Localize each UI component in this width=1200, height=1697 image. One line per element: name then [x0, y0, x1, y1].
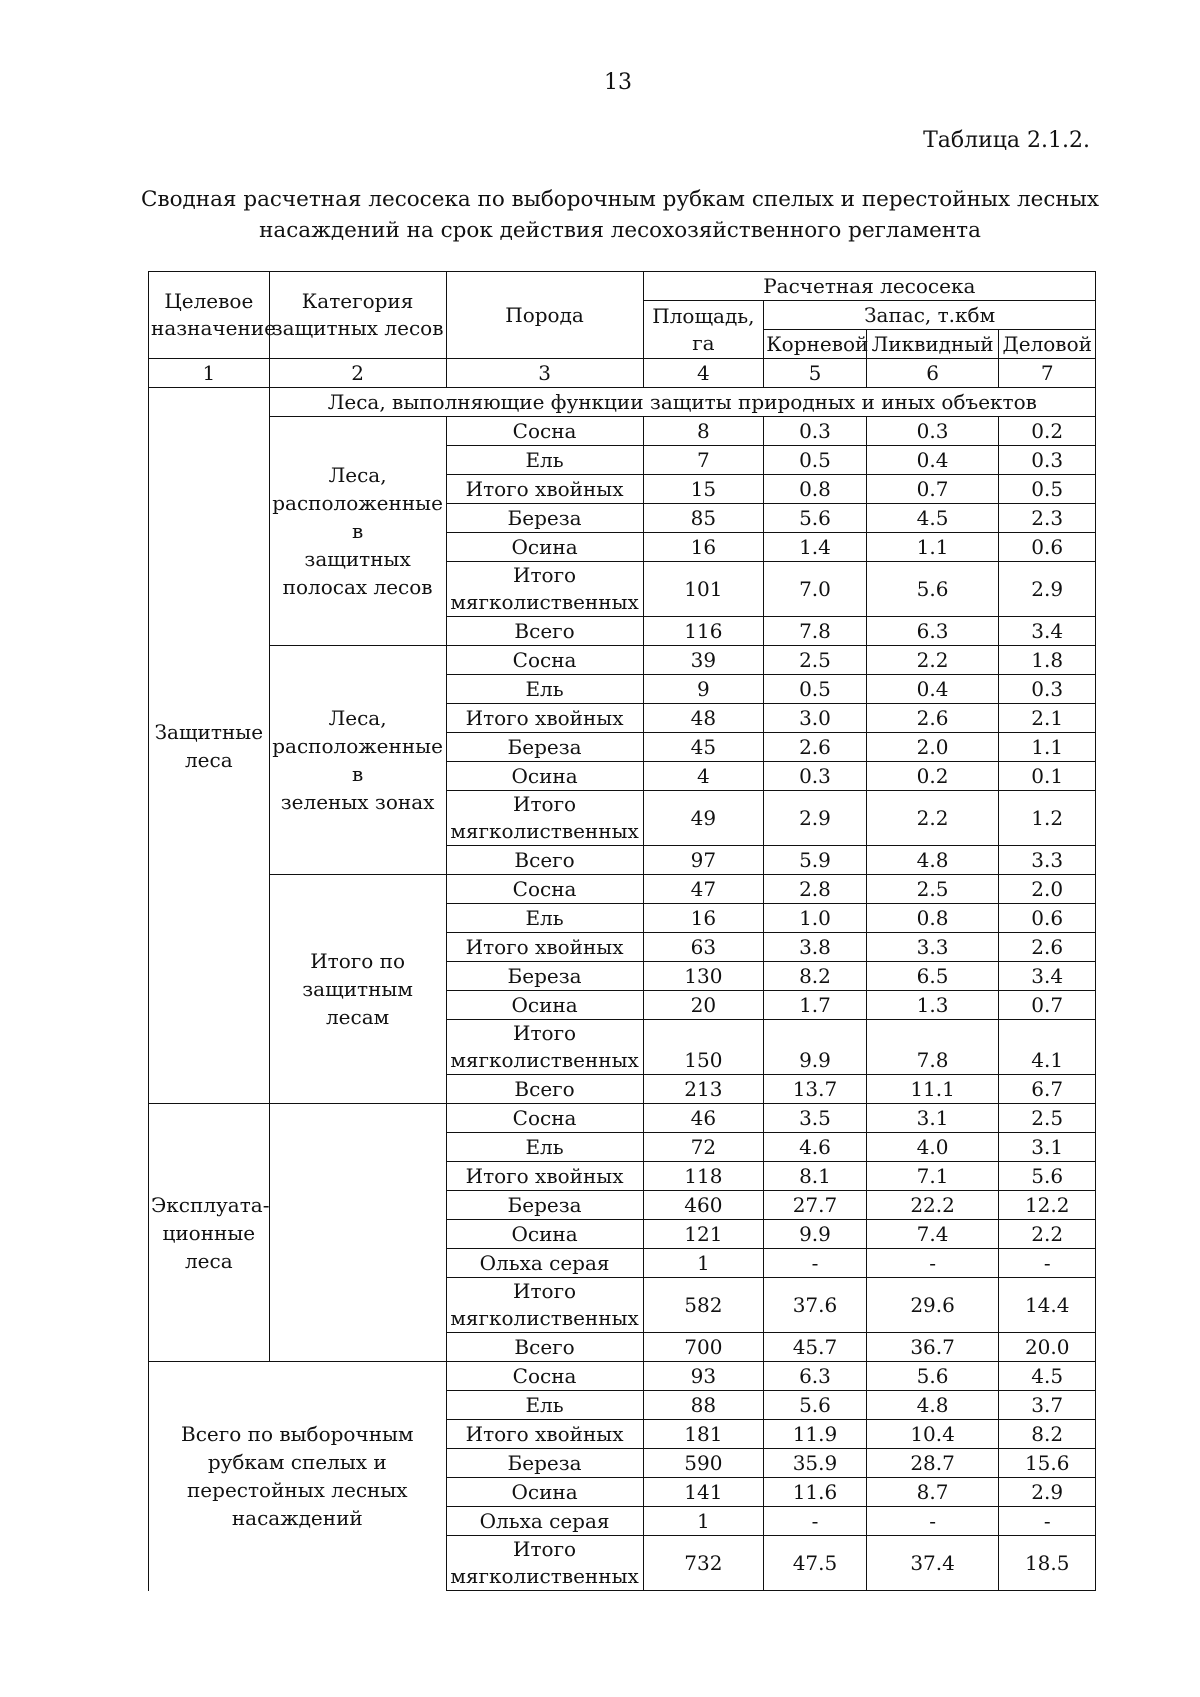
value-cell: 3.4	[999, 962, 1096, 991]
value-cell: 72	[643, 1133, 764, 1162]
purpose-label: леса	[184, 747, 233, 772]
value-cell: 18.5	[999, 1536, 1096, 1591]
value-cell: 1.1	[999, 733, 1096, 762]
species-cell: Ель	[446, 446, 643, 475]
value-cell: 2.0	[999, 875, 1096, 904]
species-label: Итого	[513, 1021, 577, 1045]
value-cell: 0.7	[866, 475, 999, 504]
value-cell: 460	[643, 1191, 764, 1220]
value-cell: 2.5	[866, 875, 999, 904]
value-cell: 2.1	[999, 704, 1096, 733]
col-header-area	[643, 301, 764, 359]
total-label: насаждений	[231, 1506, 363, 1531]
table-row	[149, 646, 1096, 675]
value-cell: 5.6	[866, 562, 999, 617]
species-cell: Всего	[446, 617, 643, 646]
purpose-cell	[149, 1104, 270, 1362]
species-label: мягколиственных	[450, 590, 639, 614]
value-cell: 12.2	[999, 1191, 1096, 1220]
value-cell: 1.7	[764, 991, 867, 1020]
value-cell: 0.8	[764, 475, 867, 504]
value-cell: -	[764, 1507, 867, 1536]
value-cell: 7	[643, 446, 764, 475]
header-text: назначение	[151, 316, 276, 340]
value-cell: 582	[643, 1278, 764, 1333]
value-cell: 0.4	[866, 446, 999, 475]
category-label: расположенные в	[272, 491, 443, 543]
value-cell: 48	[643, 704, 764, 733]
value-cell: 3.5	[764, 1104, 867, 1133]
category-cell	[269, 417, 446, 646]
value-cell: 0.3	[764, 417, 867, 446]
value-cell: 3.0	[764, 704, 867, 733]
species-cell: Осина	[446, 991, 643, 1020]
category-cell	[269, 875, 446, 1104]
value-cell: 5.6	[999, 1162, 1096, 1191]
value-cell: 39	[643, 646, 764, 675]
value-cell: 2.6	[764, 733, 867, 762]
value-cell: 11.1	[866, 1075, 999, 1104]
value-cell: 700	[643, 1333, 764, 1362]
value-cell: 8.2	[764, 962, 867, 991]
species-cell: Береза	[446, 1449, 643, 1478]
value-cell: 2.2	[866, 646, 999, 675]
value-cell: 2.5	[764, 646, 867, 675]
table-row	[149, 417, 1096, 446]
header-text: Целевое	[164, 289, 254, 313]
species-cell: Ольха серая	[446, 1507, 643, 1536]
species-cell: Береза	[446, 962, 643, 991]
value-cell: 47	[643, 875, 764, 904]
value-cell: 49	[643, 791, 764, 846]
species-cell: Ель	[446, 1133, 643, 1162]
value-cell: 16	[643, 533, 764, 562]
purpose-label: Эксплуата-	[151, 1192, 270, 1217]
value-cell: 6.7	[999, 1075, 1096, 1104]
section-header-row	[149, 388, 1096, 417]
value-cell: 118	[643, 1162, 764, 1191]
value-cell: 141	[643, 1478, 764, 1507]
title-line: насаждений на срок действия лесохозяйственного регламента	[259, 218, 981, 243]
value-cell: 45.7	[764, 1333, 867, 1362]
value-cell: 4.5	[999, 1362, 1096, 1391]
species-label: Итого	[513, 792, 577, 816]
value-cell: 3.1	[999, 1133, 1096, 1162]
value-cell: 97	[643, 846, 764, 875]
value-cell: 1.3	[866, 991, 999, 1020]
value-cell: 20.0	[999, 1333, 1096, 1362]
species-cell	[446, 1020, 643, 1075]
purpose-cell	[149, 388, 270, 1104]
col-header-purpose	[149, 272, 276, 359]
value-cell: 1.2	[999, 791, 1096, 846]
value-cell: 181	[643, 1420, 764, 1449]
page-number: 13	[604, 70, 632, 95]
value-cell: 130	[643, 962, 764, 991]
value-cell: 4.0	[866, 1133, 999, 1162]
value-cell: 5.6	[866, 1362, 999, 1391]
category-label: Леса,	[328, 463, 387, 487]
value-cell: 0.5	[999, 475, 1096, 504]
species-label: мягколиственных	[450, 1048, 639, 1072]
value-cell: 9	[643, 675, 764, 704]
column-number: 2	[269, 359, 446, 388]
col-header-business: Деловой	[999, 330, 1096, 359]
category-label: защитным	[302, 977, 413, 1001]
value-cell: 9.9	[764, 1220, 867, 1249]
value-cell: 4.6	[764, 1133, 867, 1162]
table-row	[149, 1362, 1096, 1391]
value-cell: 0.3	[999, 675, 1096, 704]
species-cell: Осина	[446, 1478, 643, 1507]
category-label: полосах лесов	[282, 575, 433, 599]
value-cell: 0.3	[764, 762, 867, 791]
species-cell: Ель	[446, 904, 643, 933]
header-row	[149, 272, 1096, 301]
table-body	[149, 272, 1096, 1591]
value-cell: 4.8	[866, 1391, 999, 1420]
value-cell: 13.7	[764, 1075, 867, 1104]
value-cell: 7.4	[866, 1220, 999, 1249]
value-cell: 88	[643, 1391, 764, 1420]
value-cell: 2.0	[866, 733, 999, 762]
value-cell: 4.8	[866, 846, 999, 875]
value-cell: 0.3	[866, 417, 999, 446]
column-number-row	[149, 359, 1096, 388]
value-cell: 8.1	[764, 1162, 867, 1191]
grand-total-cell	[149, 1362, 447, 1591]
value-cell: -	[999, 1507, 1096, 1536]
value-cell: -	[866, 1249, 999, 1278]
value-cell: 732	[643, 1536, 764, 1591]
species-cell: Итого хвойных	[446, 475, 643, 504]
value-cell: 15.6	[999, 1449, 1096, 1478]
value-cell: 14.4	[999, 1278, 1096, 1333]
value-cell: 1.1	[866, 533, 999, 562]
species-label: мягколиственных	[450, 1564, 639, 1588]
column-number: 6	[866, 359, 999, 388]
value-cell: 2.8	[764, 875, 867, 904]
value-cell: 16	[643, 904, 764, 933]
species-cell: Осина	[446, 1220, 643, 1249]
species-cell: Береза	[446, 733, 643, 762]
purpose-label: леса	[184, 1248, 233, 1273]
value-cell: 1.0	[764, 904, 867, 933]
category-label: Итого по	[310, 949, 405, 973]
species-cell: Всего	[446, 1333, 643, 1362]
column-number: 5	[764, 359, 867, 388]
value-cell: 590	[643, 1449, 764, 1478]
value-cell: 3.4	[999, 617, 1096, 646]
value-cell: 0.6	[999, 533, 1096, 562]
value-cell: 5.6	[764, 504, 867, 533]
value-cell: 8.2	[999, 1420, 1096, 1449]
value-cell: 1.8	[999, 646, 1096, 675]
value-cell: 5.9	[764, 846, 867, 875]
species-cell: Осина	[446, 533, 643, 562]
species-cell	[446, 1536, 643, 1591]
column-number: 3	[446, 359, 643, 388]
table-row	[149, 1104, 1096, 1133]
value-cell: 0.8	[866, 904, 999, 933]
species-label: Итого	[513, 563, 577, 587]
species-cell: Ель	[446, 1391, 643, 1420]
purpose-label: ционные	[162, 1220, 256, 1245]
value-cell: 3.7	[999, 1391, 1096, 1420]
value-cell: 1	[643, 1507, 764, 1536]
total-label: перестойных лесных	[186, 1478, 408, 1503]
document-title	[140, 184, 1100, 246]
value-cell: 3.8	[764, 933, 867, 962]
species-cell: Сосна	[446, 875, 643, 904]
value-cell: -	[866, 1507, 999, 1536]
value-cell: 6.5	[866, 962, 999, 991]
value-cell: 7.0	[764, 562, 867, 617]
value-cell: 121	[643, 1220, 764, 1249]
value-cell: 15	[643, 475, 764, 504]
value-cell: 2.2	[866, 791, 999, 846]
category-label: расположенные в	[272, 734, 443, 786]
value-cell: 2.5	[999, 1104, 1096, 1133]
value-cell: 0.7	[999, 991, 1096, 1020]
value-cell: 1	[643, 1249, 764, 1278]
value-cell: 93	[643, 1362, 764, 1391]
total-label: Всего по выборочным	[181, 1422, 414, 1447]
species-cell: Всего	[446, 846, 643, 875]
value-cell: 11.6	[764, 1478, 867, 1507]
col-header-category	[269, 272, 446, 359]
value-cell: 6.3	[866, 617, 999, 646]
value-cell: 0.4	[866, 675, 999, 704]
species-cell: Осина	[446, 762, 643, 791]
value-cell: 2.9	[764, 791, 867, 846]
species-cell: Всего	[446, 1075, 643, 1104]
value-cell: 20	[643, 991, 764, 1020]
value-cell: 4.1	[999, 1020, 1096, 1075]
category-label: защитных	[304, 547, 411, 571]
value-cell: 0.2	[866, 762, 999, 791]
value-cell: 7.1	[866, 1162, 999, 1191]
column-number: 7	[999, 359, 1096, 388]
value-cell: 37.4	[866, 1536, 999, 1591]
value-cell: 0.5	[764, 446, 867, 475]
col-header-liquid: Ликвидный	[866, 330, 999, 359]
species-cell: Береза	[446, 504, 643, 533]
species-cell: Итого хвойных	[446, 704, 643, 733]
value-cell: 36.7	[866, 1333, 999, 1362]
column-number: 4	[643, 359, 764, 388]
col-header-stock: Запас, т.кбм	[764, 301, 1096, 330]
col-header-species: Порода	[446, 272, 643, 359]
value-cell: 2.6	[999, 933, 1096, 962]
table-row	[149, 875, 1096, 904]
species-label: мягколиственных	[450, 819, 639, 843]
value-cell: 11.9	[764, 1420, 867, 1449]
value-cell: 8.7	[866, 1478, 999, 1507]
category-label: зеленых зонах	[280, 790, 435, 814]
species-cell	[446, 1278, 643, 1333]
value-cell: 4	[643, 762, 764, 791]
value-cell: 35.9	[764, 1449, 867, 1478]
value-cell: 5.6	[764, 1391, 867, 1420]
value-cell: 63	[643, 933, 764, 962]
header-text: Площадь,	[652, 303, 755, 328]
value-cell: 4.5	[866, 504, 999, 533]
allowable-cut-table	[148, 271, 1096, 1591]
value-cell: 22.2	[866, 1191, 999, 1220]
value-cell: 1.4	[764, 533, 867, 562]
value-cell: 7.8	[866, 1020, 999, 1075]
header-text: га	[692, 330, 715, 355]
species-cell: Сосна	[446, 646, 643, 675]
species-cell: Итого хвойных	[446, 1420, 643, 1449]
species-cell: Ольха серая	[446, 1249, 643, 1278]
column-number: 1	[149, 359, 270, 388]
species-label: мягколиственных	[450, 1306, 639, 1330]
value-cell: 2.9	[999, 1478, 1096, 1507]
value-cell: 0.1	[999, 762, 1096, 791]
species-cell: Итого хвойных	[446, 1162, 643, 1191]
category-cell-empty	[269, 1104, 446, 1362]
value-cell: 0.5	[764, 675, 867, 704]
value-cell: 10.4	[866, 1420, 999, 1449]
species-label: Итого	[513, 1537, 577, 1561]
value-cell: -	[764, 1249, 867, 1278]
species-cell: Береза	[446, 1191, 643, 1220]
value-cell: 46	[643, 1104, 764, 1133]
value-cell: 2.3	[999, 504, 1096, 533]
col-header-calc: Расчетная лесосека	[643, 272, 1095, 301]
species-cell: Сосна	[446, 417, 643, 446]
value-cell: 3.3	[999, 846, 1096, 875]
value-cell: 2.2	[999, 1220, 1096, 1249]
category-cell	[269, 646, 446, 875]
value-cell: 0.3	[999, 446, 1096, 475]
header-text: защитных лесов	[271, 316, 444, 340]
category-label: лесам	[325, 1005, 390, 1029]
value-cell: -	[999, 1249, 1096, 1278]
value-cell: 213	[643, 1075, 764, 1104]
species-cell	[446, 791, 643, 846]
value-cell: 0.2	[999, 417, 1096, 446]
species-cell: Сосна	[446, 1104, 643, 1133]
value-cell: 27.7	[764, 1191, 867, 1220]
table-label: Таблица 2.1.2.	[923, 128, 1090, 153]
value-cell: 101	[643, 562, 764, 617]
value-cell: 85	[643, 504, 764, 533]
section-header: Леса, выполняющие функции защиты природных и иных объектов	[269, 388, 1095, 417]
value-cell: 45	[643, 733, 764, 762]
value-cell: 9.9	[764, 1020, 867, 1075]
species-cell: Сосна	[446, 1362, 643, 1391]
value-cell: 29.6	[866, 1278, 999, 1333]
value-cell: 0.6	[999, 904, 1096, 933]
title-line: Сводная расчетная лесосека по выборочным рубкам спелых и перестойных лесных	[141, 187, 1099, 212]
value-cell: 37.6	[764, 1278, 867, 1333]
species-cell: Ель	[446, 675, 643, 704]
species-label: Итого	[513, 1279, 577, 1303]
value-cell: 2.9	[999, 562, 1096, 617]
category-label: Леса,	[328, 706, 387, 730]
species-cell	[446, 562, 643, 617]
value-cell: 8	[643, 417, 764, 446]
value-cell: 6.3	[764, 1362, 867, 1391]
header-text: Категория	[301, 289, 414, 313]
value-cell: 28.7	[866, 1449, 999, 1478]
value-cell: 116	[643, 617, 764, 646]
species-cell: Итого хвойных	[446, 933, 643, 962]
total-label: рубкам спелых и	[207, 1450, 387, 1475]
col-header-root: Корневой	[764, 330, 867, 359]
value-cell: 2.6	[866, 704, 999, 733]
value-cell: 47.5	[764, 1536, 867, 1591]
value-cell: 150	[643, 1020, 764, 1075]
purpose-label: Защитные	[154, 719, 264, 744]
value-cell: 7.8	[764, 617, 867, 646]
value-cell: 3.3	[866, 933, 999, 962]
value-cell: 3.1	[866, 1104, 999, 1133]
